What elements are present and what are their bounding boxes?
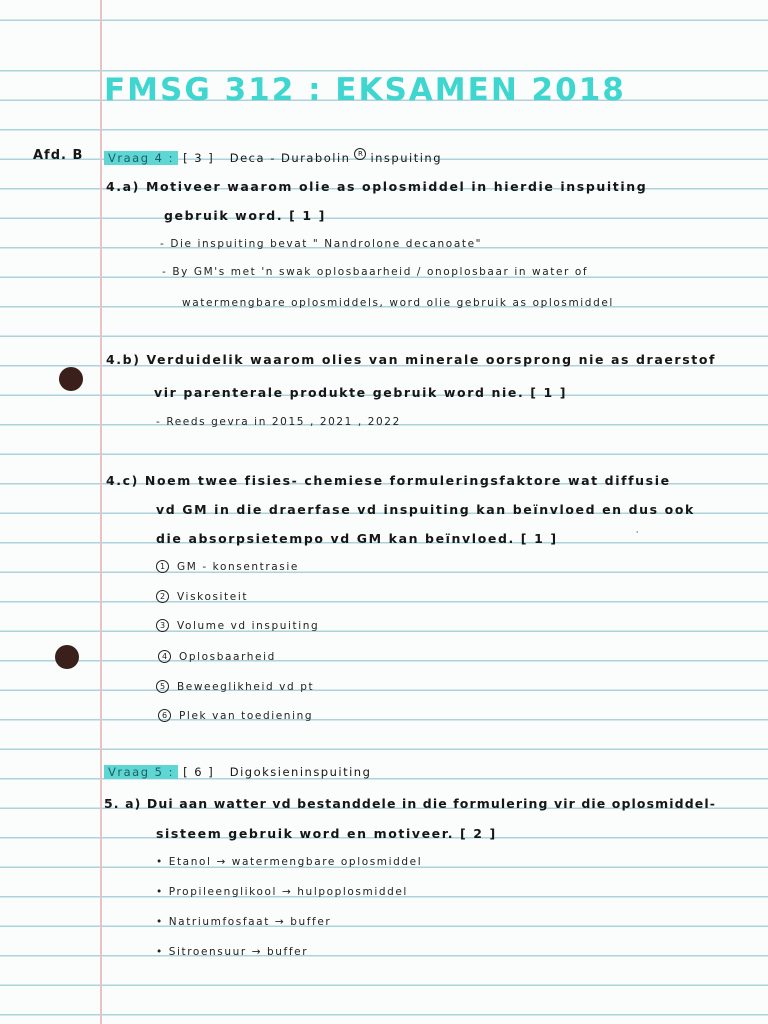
question-4b-line-1: 4.b) Verduidelik waarom olies van minerale oorsprong nie as draerstof — [106, 352, 717, 367]
question-4-tag: Vraag 4 : — [104, 151, 178, 165]
page-title: FMSG 312 : EKSAMEN 2018 — [104, 72, 626, 108]
answer-4a-2: - By GM's met 'n swak oplosbaarheid / onoplosbaar in water of — [162, 266, 589, 278]
answer-5a-2: • Propileenglikool → hulpoplosmiddel — [156, 886, 408, 898]
question-5a-line-2: sisteem gebruik word en motiveer. [ 2 ] — [156, 826, 497, 841]
question-4c-line-1: 4.c) Noem twee fisies- chemiese formuleringsfaktore wat diffusie — [106, 473, 671, 488]
list-item — [156, 619, 319, 632]
list-item — [156, 680, 314, 693]
question-4a-line-2: gebruik word. [ 1 ] — [164, 208, 326, 223]
number-badge: 5 — [156, 680, 169, 693]
list-item-text: GM - konsentrasie — [177, 561, 299, 573]
question-4c-line-2: vd GM in die draerfase vd inspuiting kan beïnvloed en dus ook — [156, 502, 695, 517]
section-label: Afd. B — [33, 148, 84, 163]
question-5-topic: Digoksieninspuiting — [229, 765, 372, 779]
question-5a-line-1: 5. a) Dui aan watter vd bestanddele in die formulering vir die oplosmiddel- — [104, 796, 717, 811]
question-4-header — [104, 148, 442, 165]
number-badge: 1 — [156, 560, 169, 573]
question-4c-line-3: die absorpsietempo vd GM kan beïnvloed. [ 1 ] — [156, 531, 558, 546]
question-4-topic-suffix: inspuiting — [370, 151, 442, 165]
answer-5a-4: • Sitroensuur → buffer — [156, 946, 309, 958]
list-item — [158, 650, 276, 663]
number-badge: 6 — [158, 709, 171, 722]
answer-4b-1: - Reeds gevra in 2015 , 2021 , 2022 — [156, 416, 401, 428]
question-5-tag: Vraag 5 : — [104, 765, 178, 779]
list-item-text: Oplosbaarheid — [179, 651, 276, 663]
question-4-marks: [ 3 ] — [183, 151, 215, 165]
list-item — [156, 590, 248, 603]
binder-hole-top — [59, 367, 83, 391]
answer-5a-3: • Natriumfosfaat → buffer — [156, 916, 332, 928]
registered-trademark-symbol: R — [354, 148, 366, 160]
stray-mark: ˈ — [636, 530, 639, 539]
question-4b-line-2: vir parenterale produkte gebruik word nie. [ 1 ] — [154, 385, 568, 400]
answer-4a-3: watermengbare oplosmiddels, word olie gebruik as oplosmiddel — [182, 297, 614, 309]
question-5-marks: [ 6 ] — [183, 765, 215, 779]
list-item-text: Viskositeit — [177, 591, 249, 603]
margin-line — [100, 0, 102, 1024]
list-item — [156, 560, 299, 573]
number-badge: 2 — [156, 590, 169, 603]
answer-4a-1: - Die inspuiting bevat " Nandrolone decanoate" — [160, 238, 483, 250]
list-item-text: Volume vd inspuiting — [177, 620, 320, 632]
list-item-text: Beweeglikheid vd pt — [177, 681, 315, 693]
question-4-topic: Deca - Durabolin — [229, 151, 351, 165]
number-badge: 4 — [158, 650, 171, 663]
list-item-text: Plek van toediening — [179, 710, 314, 722]
binder-hole-bottom — [55, 645, 79, 669]
question-4a-line-1: 4.a) Motiveer waarom olie as oplosmiddel in hierdie inspuiting — [106, 179, 648, 194]
question-5-header — [104, 765, 371, 779]
number-badge: 3 — [156, 619, 169, 632]
list-item — [158, 709, 313, 722]
answer-5a-1: • Etanol → watermengbare oplosmiddel — [156, 856, 423, 868]
